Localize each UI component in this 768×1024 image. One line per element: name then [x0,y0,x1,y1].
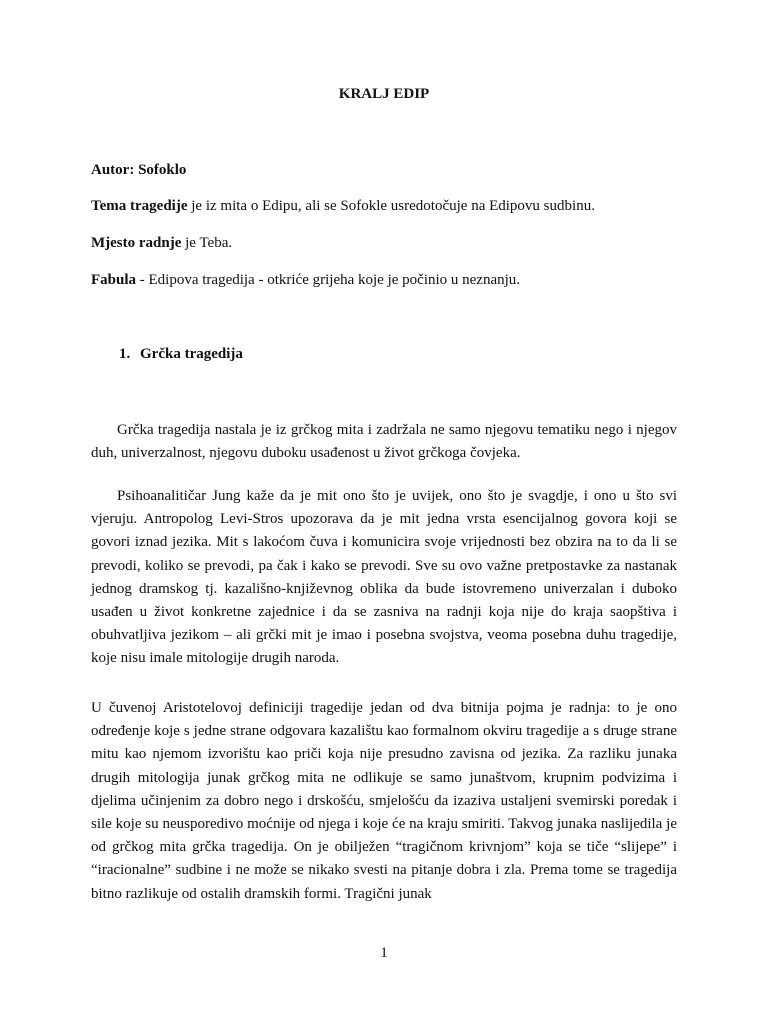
tema-line [91,196,691,216]
mjesto-text: je Teba. [181,235,233,251]
fabula-line [91,270,691,290]
paragraph: U čuvenoj Aristotelovoj definiciji tragedije jedan od dva bitnija pojma je radnja: to je ono određenje koje s jedne strane odgovara kazalištu kao formalnom okviru tragedije a s druge strane mitu kao njemom izvorištu kao priči koja nije presudno zavisna od jezika. Za razliku junaka drugih mitologija junak grčkog mita ne odlikuje se samo junaštvom, krupnim podvizima i djelima učinjenim za dobro nego i drskošću, smjelošću da izaziva ustaljeni svemirski poredak i sile koje su neusporedivo moćnije od njega i koje će na kraju smiriti. Takvog junaka naslijedila je od grčkog mita grčka tragedija. On je obilježen “tragičnom krivnjom” koja se tiče “slijepe” i “iracionalne” sudbine i ne može se nikako svesti na pitanje dobra i zla. Prema tome se tragedija bitno razlikuje od ostalih dramskih formi. Tragični junak [91,700,677,902]
section-number: 1. [119,346,131,362]
author-label: Autor: Sofoklo [91,162,187,178]
section-heading [119,346,243,363]
fabula-label: Fabula [91,272,137,288]
document-title: KRALJ EDIP [338,86,430,102]
paragraph: Psihoanalitičar Jung kaže da je mit ono što je uvijek, ono što je svagdje, i ono u što svi vjeruju. Antropolog Levi-Stros upozorava da je mit jedna vrsta esencijalnog govora koji se govori iznad jezika. Mit s lakoćom čuva i komunicira svoje vrijednosti bez obzira na to da li se prevodi, koliko se prevodi, pa čak i kako se prevodi. Sve su ovo važne pretpostavke za nastanak jednog dramskog tj. kazališno-književnog oblika da bude istovremeno univerzalan i duboko usađen u život konkretne zajednice i da se zasniva na radnji koja nije do kraja saopštiva i obuhvatljiva jezikom – ali grčki mit je imao i posebna svojstva, veoma posebna duhu tragedije, koje nisu imale mitologije drugih naroda. [91,488,677,667]
tema-text: je iz mita o Edipu, ali se Sofokle usredotočuje na Edipovu sudbinu. [187,198,595,214]
tema-label: Tema tragedije [91,198,188,214]
author-line [91,160,691,180]
fabula-text: - Edipova tragedija - otkriće grijeha koje je počinio u neznanju. [136,272,521,288]
mjesto-line [91,233,691,253]
page-number: 1 [380,945,388,961]
paragraph: Grčka tragedija nastala je iz grčkog mita i zadržala ne samo njegovu tematiku nego i njegov duh, univerzalnost, njegovu duboku usađenost u život grčkoga čovjeka. [91,422,677,462]
mjesto-label: Mjesto radnje [91,235,182,251]
section-title: Grčka tragedija [140,346,243,362]
